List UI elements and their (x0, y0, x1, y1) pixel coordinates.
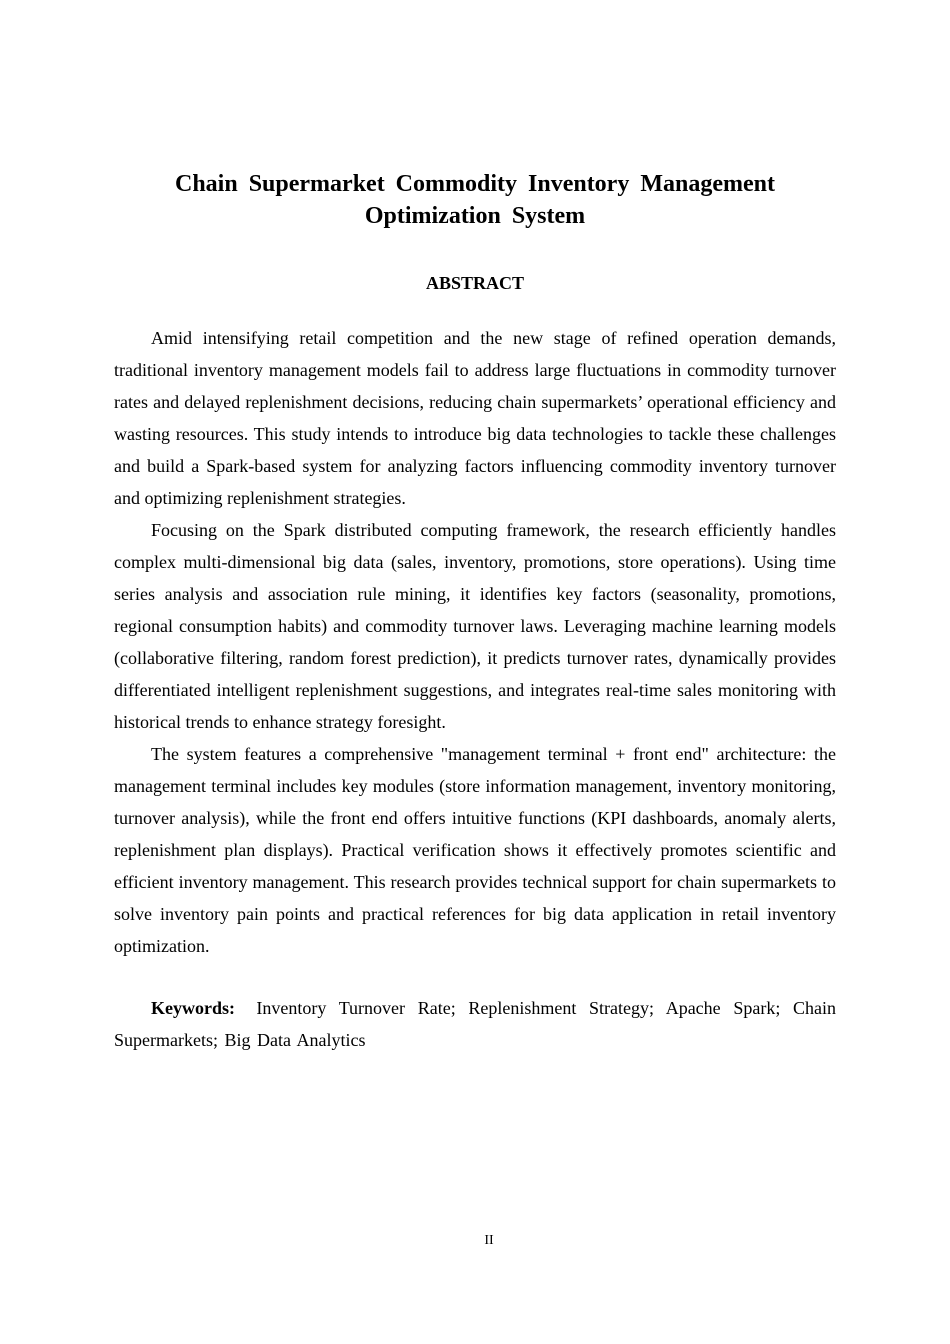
keywords-line (114, 992, 836, 1056)
abstract-paragraph-1: Amid intensifying retail competition and the new stage of refined operation demands, traditional inventory management models fail to address large fluctuations in commodity turnover rates and delayed replenishment decisions, reducing chain supermarkets’ operational efficiency and wasting resources. This study intends to introduce big data technologies to tackle these challenges and build a Spark-based system for analyzing factors influencing commodity inventory turnover and optimizing replenishment strategies. (114, 328, 836, 508)
keywords-label: Keywords: (151, 998, 235, 1018)
abstract-heading: ABSTRACT (425, 273, 525, 293)
document-title: Chain Supermarket Commodity Inventory Management Optimization System (175, 171, 775, 229)
abstract-paragraph-2: Focusing on the Spark distributed computing framework, the research efficiently handles complex multi-dimensional big data (sales, inventory, promotions, store operations). Using time series analysis and association rule mining, it identifies key factors (seasonality, promotions, regional consumption habits) and commodity turnover laws. Leveraging machine learning models (collaborative filtering, random forest prediction), it predicts turnover rates, dynamically provides differentiated intelligent replenishment suggestions, and integrates real-time sales monitoring with historical trends to enhance strategy foresight. (114, 520, 836, 732)
abstract-paragraph-3: The system features a comprehensive "management terminal + front end" architecture: the management terminal includes key modules (store information management, inventory monitoring, turnover analysis), while the front end offers intuitive functions (KPI dashboards, anomaly alerts, replenishment plan displays). Practical verification shows it effectively promotes scientific and efficient inventory management. This research provides technical support for chain supermarkets to solve inventory pain points and practical references for big data application in retail inventory optimization. (114, 744, 836, 956)
abstract-body (114, 322, 836, 962)
keywords-list: Inventory Turnover Rate; Replenishment Strategy; Apache Spark; Chain Supermarkets; Big Data Analytics (114, 998, 836, 1050)
page-number: II (484, 1233, 494, 1248)
